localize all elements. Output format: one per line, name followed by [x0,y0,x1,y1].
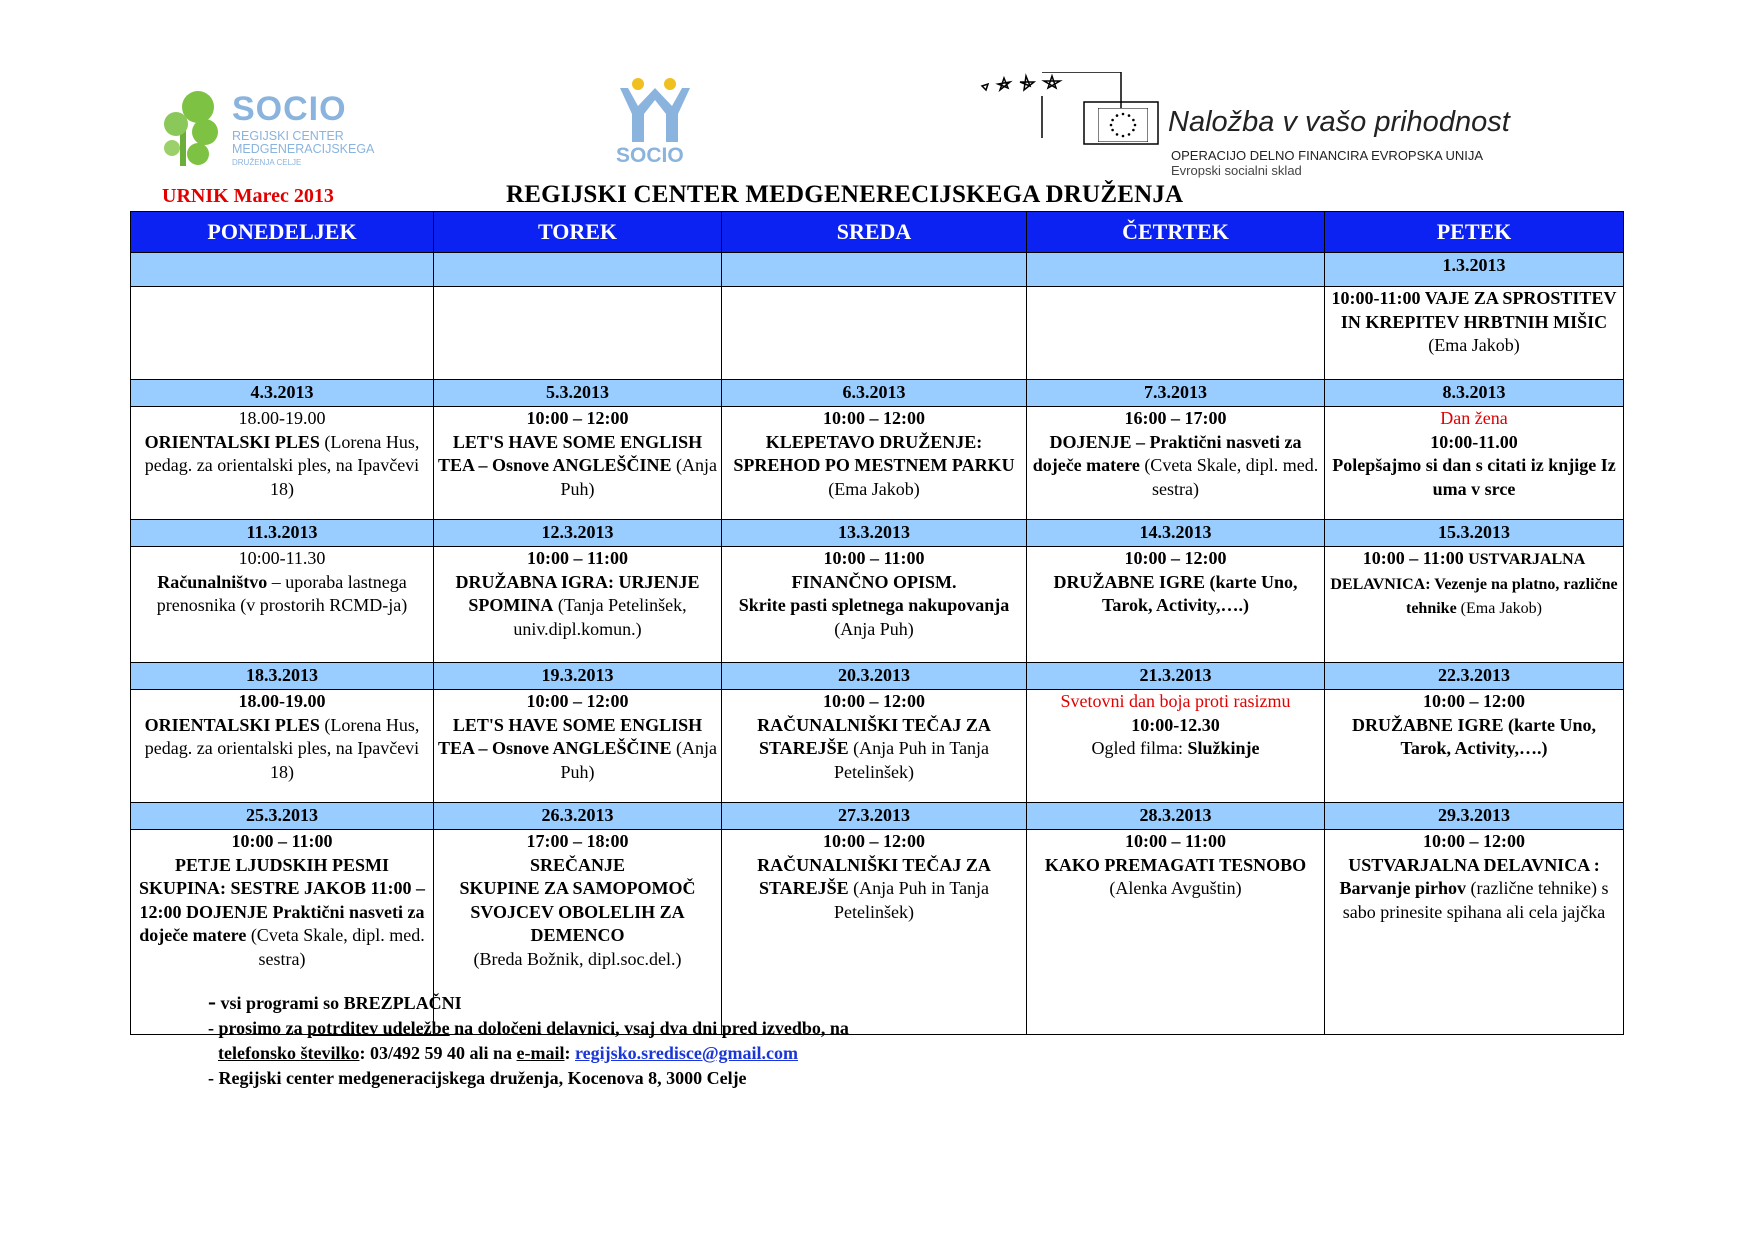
note-text: e-mail [516,1043,565,1063]
activity-text: FINANČNO OPISM. [791,571,957,592]
activity-cell [1027,690,1325,803]
date-cell: 29.3.2013 [1325,803,1624,830]
date-row [131,253,1624,287]
date-cell: 25.3.2013 [131,803,434,830]
eu-funding-logo [978,72,1518,182]
activity-text: 10:00 – 12:00 [526,408,629,428]
activity-text: USTVARJALNA DELAVNICA: Vezenje na platno, različne tehnike [1330,551,1618,617]
date-cell: 15.3.2013 [1325,520,1624,547]
activity-text: (Ema Jakob) [1456,600,1542,617]
activity-text: 10:00 – 12:00 [823,831,925,851]
activity-text: Polepšajmo si dan s citati iz knjige Iz uma v srce [1332,455,1616,499]
date-row [131,663,1624,690]
date-cell: 6.3.2013 [722,380,1027,407]
activity-text: LET'S HAVE SOME ENGLISH TEA – Osnove ANGLEŠČINE [437,431,703,475]
schedule-table [130,211,1624,1035]
activity-row [131,407,1624,520]
date-cell: 14.3.2013 [1027,520,1325,547]
footer-notes [208,990,849,1091]
activity-text: (Lorena Hus, pedag. za orientalski ples, na Ipavčevi 18) [144,431,420,499]
activity-text: (različne tehnike) s sabo prinesite spihana ali cela jajčka [1342,878,1609,922]
left-logo-subtitle [232,130,374,169]
activity-cell [722,690,1027,803]
activity-text: (Ema Jakob) [828,478,920,499]
date-cell: 28.3.2013 [1027,803,1325,830]
activity-text: 16:00 – 17:00 [1124,408,1227,428]
activity-text: 10:00 – 12:00 [526,691,629,711]
date-cell [1027,253,1325,287]
note-free [208,990,849,1016]
note-contact [208,1041,849,1066]
activity-text: (Alenka Avguštin) [1109,878,1242,898]
schedule-month-label: URNIK Marec 2013 [162,185,334,207]
eu-slogan: Naložba v vašo prihodnost [1168,106,1510,138]
socio-center-logo [612,74,698,170]
weekday-header: ČETRTEK [1027,212,1325,253]
center-logo-brand: SOCIO [616,144,684,167]
date-cell [131,253,434,287]
activity-text: USTVARJALNA DELAVNICA : Barvanje pirhov [1339,854,1600,898]
left-logo-sub2: MEDGENERACIJSKEGA [232,142,375,156]
activity-text: 10:00 – 11:00 [527,548,628,568]
date-cell: 18.3.2013 [131,663,434,690]
activity-cell [722,547,1027,663]
activity-text: ORIENTALSKI PLES [144,431,320,452]
activity-text: 10:00 – 11:00 [231,831,333,851]
date-cell: 26.3.2013 [434,803,722,830]
activity-cell [131,690,434,803]
activity-cell [722,287,1027,380]
activity-text: (Breda Božnik, dipl.soc.del.) [473,948,682,969]
activity-text: (Lorena Hus, pedag. za orientalski ples, na Ipavčevi 18) [144,714,420,782]
activity-text: – uporaba lastnega prenosnika (v prostorih RCMD-ja) [156,571,408,615]
activity-text: 10:00-11.00 [1430,431,1518,452]
activity-cell [1325,287,1624,380]
activity-text: ORIENTALSKI PLES [144,714,320,735]
weekday-header: SREDA [722,212,1027,253]
activity-text: 10:00 – 11:00 [1362,548,1469,568]
date-row [131,520,1624,547]
activity-text: 10:00-11:00 VAJE ZA SPROSTITEV IN KREPITEV HRBTNIH MIŠIC [1331,288,1617,332]
email-link[interactable]: regijsko.sredisce@gmail.com [575,1043,799,1063]
activity-cell [722,407,1027,520]
note-text: : [564,1043,575,1063]
activity-cell [1325,830,1624,1035]
date-cell: 8.3.2013 [1325,380,1624,407]
activity-text: (Anja Puh in Tanja Petelinšek) [834,878,990,922]
activity-cell [1027,547,1325,663]
activity-row [131,547,1624,663]
note-address: - Regijski center medgeneracijskega druženja, Kocenova 8, 3000 Celje [208,1068,747,1088]
activity-text: 18.00-19.00 [238,408,326,428]
activity-text: 10:00 – 11:00 [1125,831,1226,851]
activity-text: 10:00 – 12:00 [1423,691,1525,711]
activity-cell [1325,690,1624,803]
activity-text: Skrite pasti spletnega nakupovanja [738,595,1010,615]
activity-text: (Anja Puh in Tanja Petelinšek) [834,738,990,782]
note-confirm [208,1016,849,1041]
note-text: potrditev udeležbe [307,1018,450,1038]
left-logo-sub3: DRUŽENJA CELJE [232,158,302,167]
activity-text: Ogled filma: [1091,738,1188,758]
activity-cell [131,547,434,663]
eu-fund-text: Evropski socialni sklad [1171,163,1302,178]
date-cell: 20.3.2013 [722,663,1027,690]
activity-text: (Anja Puh) [834,618,914,639]
activity-text: DRUŽABNA IGRA: URJENJE SPOMINA [455,571,700,615]
activity-cell [434,407,722,520]
activity-text: Računalništvo [157,571,268,592]
note-text: - prosimo za [208,1018,308,1038]
note-dash: - [208,989,216,1015]
tree-icon [160,90,230,170]
activity-text: Dan žena [1440,408,1508,428]
note-text: : 03/492 59 40 ali na [359,1043,517,1063]
activity-cell [434,287,722,380]
activity-text: DRUŽABNE IGRE (karte Uno, Tarok, Activity,….) [1351,714,1596,758]
activity-text: KLEPETAVO DRUŽENJE: SPREHOD PO MESTNEM PARKU [733,431,1015,475]
activity-text: RAČUNALNIŠKI TEČAJ ZA STAREJŠE [757,854,991,898]
activity-text: RAČUNALNIŠKI TEČAJ ZA STAREJŠE [757,714,991,758]
weekday-header: PETEK [1325,212,1624,253]
activity-text: (Ema Jakob) [1428,335,1520,355]
activity-cell [434,547,722,663]
left-logo-sub1: REGIJSKI CENTER [232,129,344,143]
activity-text: (Tanja Petelinšek, univ.dipl.komun.) [513,595,687,639]
socio-regional-logo [160,90,390,170]
eu-stars-icon [978,72,1178,152]
left-logo-brand: SOCIO [232,90,347,128]
weekday-header-row [131,212,1624,253]
activity-cell [1027,830,1325,1035]
date-cell [434,253,722,287]
activity-text: 10:00-12.30 [1131,714,1220,735]
activity-text: PETJE LJUDSKIH PESMI SKUPINA: SESTRE JAKOB 11:00 – 12:00 DOJENJE Praktični nasveti za doječe matere [138,854,426,945]
eu-operation-text: OPERACIJO DELNO FINANCIRA EVROPSKA UNIJA [1171,148,1484,163]
date-row [131,803,1624,830]
people-icon [612,74,698,144]
date-cell: 22.3.2013 [1325,663,1624,690]
date-cell: 19.3.2013 [434,663,722,690]
activity-text: (Cveta Skale, dipl. med. sestra) [1139,455,1319,499]
activity-cell [131,407,434,520]
activity-text: LET'S HAVE SOME ENGLISH TEA – Osnove ANGLEŠČINE [437,714,703,758]
page-title: REGIJSKI CENTER MEDGENERECIJSKEGA DRUŽENJA [506,181,1184,208]
activity-text: DRUŽABNE IGRE (karte Uno, Tarok, Activity,….) [1053,571,1298,615]
date-cell: 27.3.2013 [722,803,1027,830]
activity-row [131,287,1624,380]
activity-row [131,690,1624,803]
activity-cell [434,690,722,803]
activity-text: 10:00-11.30 [238,548,326,568]
date-cell: 11.3.2013 [131,520,434,547]
date-cell: 4.3.2013 [131,380,434,407]
date-cell: 12.3.2013 [434,520,722,547]
activity-text: Služkinje [1187,738,1260,758]
date-cell: 13.3.2013 [722,520,1027,547]
eu-flag-icon [1098,108,1148,142]
activity-text: Svetovni dan boja proti rasizmu [1060,691,1291,711]
note-text: telefonsko številko [218,1043,360,1063]
activity-text: SREČANJE [529,854,626,875]
activity-text: 17:00 – 18:00 [526,831,629,851]
activity-text: (Anja Puh) [560,455,718,499]
activity-text: 18.00-19.00 [238,691,326,711]
date-cell: 21.3.2013 [1027,663,1325,690]
date-cell [722,253,1027,287]
activity-cell [1325,407,1624,520]
activity-text: 10:00 – 12:00 [1423,831,1525,851]
activity-text: 10:00 – 12:00 [823,691,925,711]
date-row [131,380,1624,407]
activity-text: 10:00 – 12:00 [1124,548,1227,568]
schedule-body [131,253,1624,1035]
activity-text: DOJENJE – Praktični nasveti za doječe matere [1032,431,1302,475]
note-free-text: vsi programi so BREZPLAČNI [216,993,462,1013]
date-cell: 7.3.2013 [1027,380,1325,407]
weekday-header: PONEDELJEK [131,212,434,253]
activity-cell [1027,287,1325,380]
activity-text: (Anja Puh) [560,738,718,782]
weekday-header: TOREK [434,212,722,253]
activity-text: 10:00 – 11:00 [823,548,925,568]
activity-text: KAKO PREMAGATI TESNOBO [1044,854,1307,875]
date-cell: 5.3.2013 [434,380,722,407]
date-cell: 1.3.2013 [1325,253,1624,287]
activity-cell [131,287,434,380]
activity-text: SKUPINE ZA SAMOPOMOČ SVOJCEV OBOLELIH ZA DEMENCO [459,878,696,945]
note-text: na določeni delavnici, vsaj dva dni pred izvedbo, na [449,1018,849,1038]
activity-cell [1027,407,1325,520]
activity-text: (Cveta Skale, dipl. med. sestra) [246,925,425,969]
activity-text: 10:00 – 12:00 [823,408,925,428]
activity-cell [1325,547,1624,663]
